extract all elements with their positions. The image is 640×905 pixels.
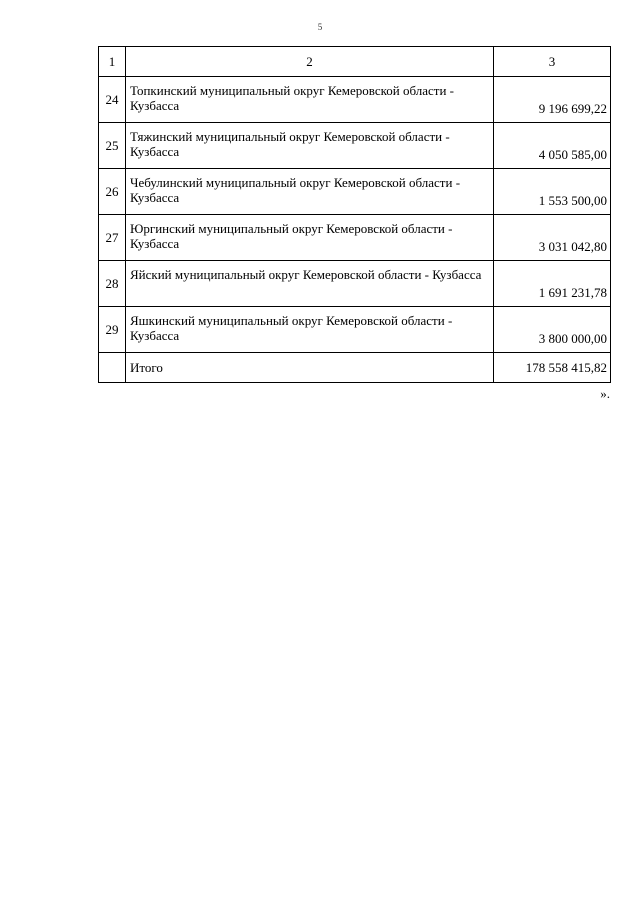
municipality-name: Яшкинский муниципальный округ Кемеровской области - Кузбасса — [126, 307, 494, 353]
row-amount: 1 553 500,00 — [494, 169, 611, 215]
page-number: 5 — [317, 22, 323, 32]
header-cell-name: 2 — [126, 47, 494, 77]
total-row-number — [99, 353, 126, 383]
row-number: 27 — [99, 215, 126, 261]
municipality-name: Тяжинский муниципальный округ Кемеровской области - Кузбасса — [126, 123, 494, 169]
row-number: 28 — [99, 261, 126, 307]
municipality-name: Чебулинский муниципальный округ Кемеровской области - Кузбасса — [126, 169, 494, 215]
total-label: Итого — [126, 353, 494, 383]
row-amount: 3 800 000,00 — [494, 307, 611, 353]
municipality-name: Юргинский муниципальный округ Кемеровской области - Кузбасса — [126, 215, 494, 261]
municipality-name: Яйский муниципальный округ Кемеровской области - Кузбасса — [126, 261, 494, 307]
municipality-name: Топкинский муниципальный округ Кемеровской области - Кузбасса — [126, 77, 494, 123]
table-row — [99, 215, 611, 261]
row-number: 25 — [99, 123, 126, 169]
header-cell-number: 1 — [99, 47, 126, 77]
allocation-table — [98, 46, 611, 383]
row-number: 24 — [99, 77, 126, 123]
table-total-row — [99, 353, 611, 383]
table-row — [99, 261, 611, 307]
row-amount: 3 031 042,80 — [494, 215, 611, 261]
closing-quote-mark: ». — [600, 386, 610, 401]
table-header-row — [99, 47, 611, 77]
row-number: 26 — [99, 169, 126, 215]
row-number: 29 — [99, 307, 126, 353]
row-amount: 9 196 699,22 — [494, 77, 611, 123]
table-row — [99, 307, 611, 353]
table-row — [99, 77, 611, 123]
table-row — [99, 169, 611, 215]
total-amount: 178 558 415,82 — [494, 353, 611, 383]
row-amount: 1 691 231,78 — [494, 261, 611, 307]
header-cell-amount: 3 — [494, 47, 611, 77]
table-row — [99, 123, 611, 169]
row-amount: 4 050 585,00 — [494, 123, 611, 169]
